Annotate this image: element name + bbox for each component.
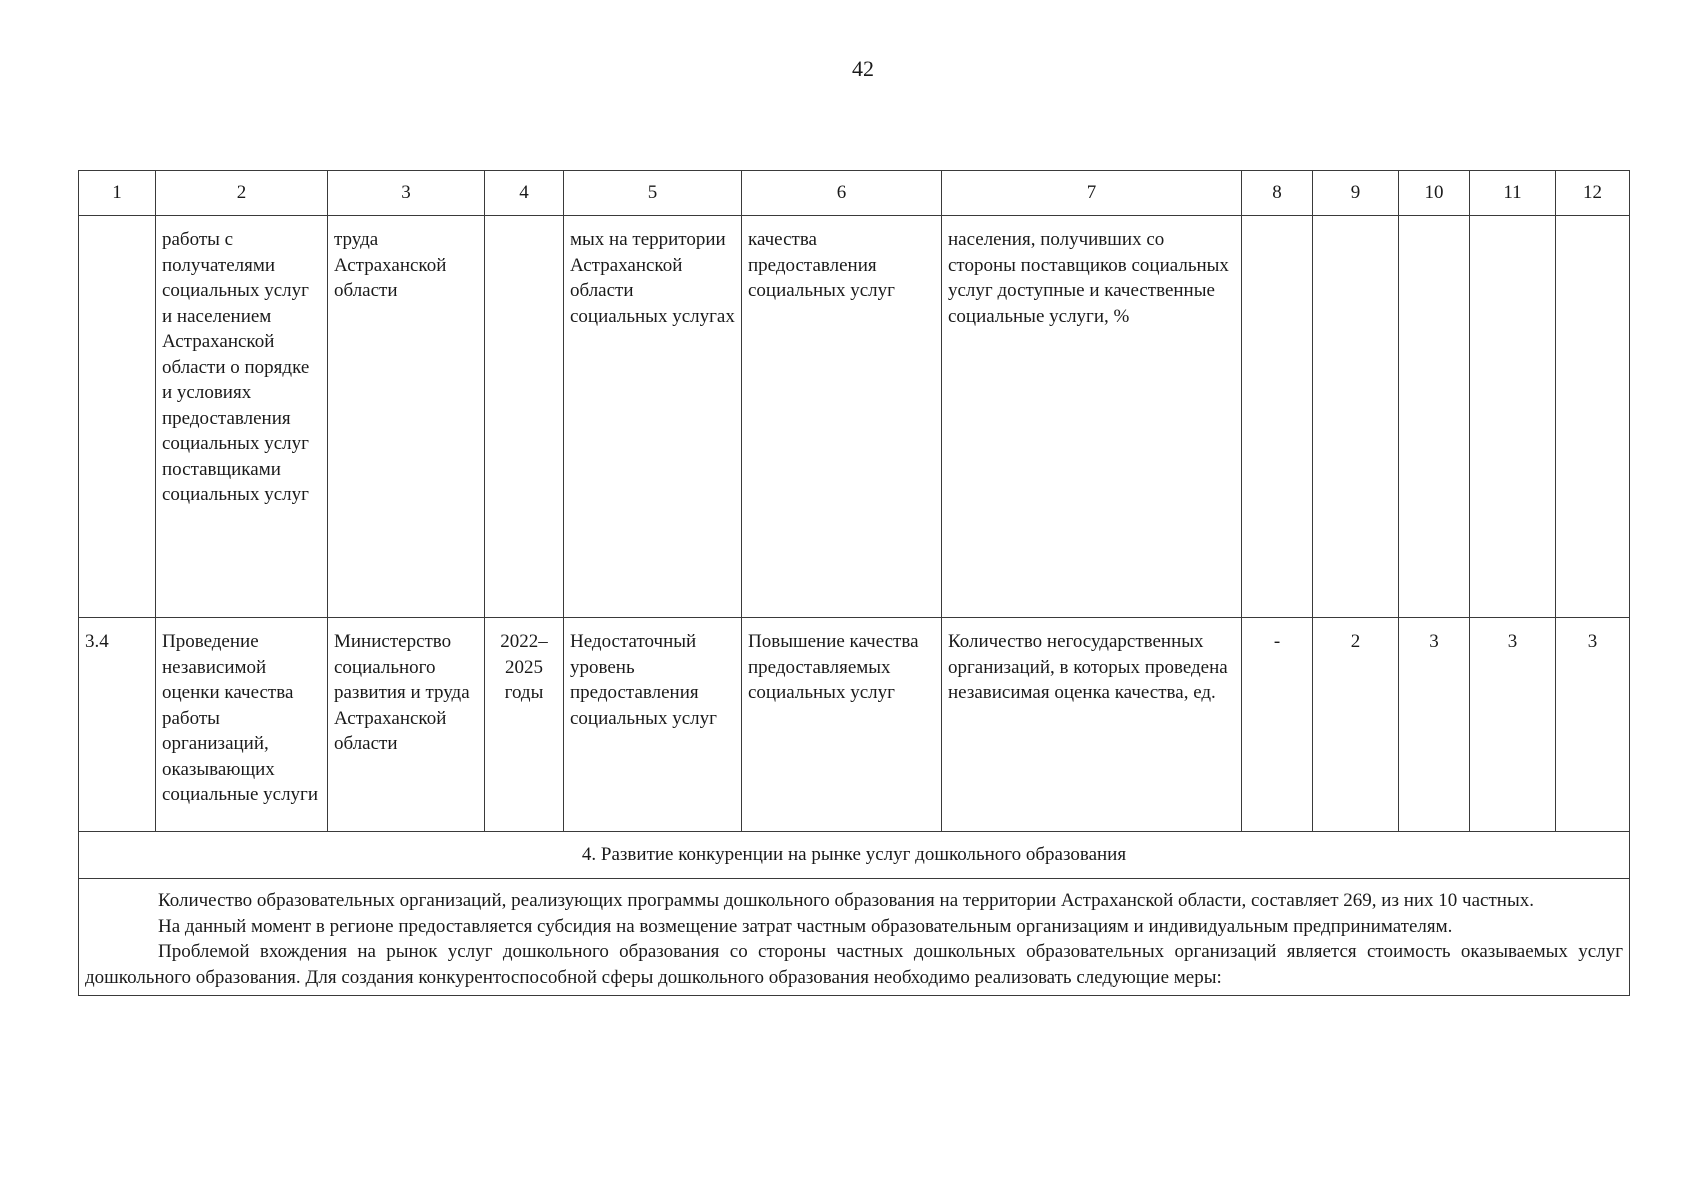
header-cell: 11 [1470,171,1556,216]
cell-indicator: населения, получивших со стороны поставщиков социальных услуг доступные и качественные социальные услуги, % [942,216,1242,618]
cell-problem: мых на территории Астраханской области социальных услугах [564,216,742,618]
table-header-row [79,171,1630,216]
cell-value [1399,216,1470,618]
cell-value: - [1242,618,1313,832]
cell-value [1242,216,1313,618]
cell-measure: Проведение независимой оценки качества работы организаций, оказывающих социальные услуги [156,618,328,832]
header-cell: 4 [485,171,564,216]
cell-indicator: Количество негосударственных организаций, в которых проведена независимая оценка качества, ед. [942,618,1242,832]
header-cell: 9 [1313,171,1399,216]
header-cell: 10 [1399,171,1470,216]
cell-result: Повышение качества предоставляемых социальных услуг [742,618,942,832]
table-row [79,618,1630,832]
header-cell: 2 [156,171,328,216]
header-cell: 12 [1556,171,1630,216]
cell-value [1470,216,1556,618]
cell-number [79,216,156,618]
section-title: 4. Развитие конкуренции на рынке услуг дошкольного образования [79,832,1630,879]
header-cell: 8 [1242,171,1313,216]
paragraph: На данный момент в регионе предоставляется субсидия на возмещение затрат частным образовательным организациям и индивидуальным предпринимателям. [158,915,1453,937]
section-heading-row [79,832,1630,879]
header-cell: 7 [942,171,1242,216]
cell-value: 2 [1313,618,1399,832]
cell-value [1556,216,1630,618]
header-cell: 5 [564,171,742,216]
header-cell: 1 [79,171,156,216]
cell-number: 3.4 [79,618,156,832]
header-cell: 6 [742,171,942,216]
paragraph: Количество образовательных организаций, реализующих программы дошкольного образования на территории Астраханской области, составляет 269, из них 10 частных. [158,890,1534,911]
header-cell: 3 [328,171,485,216]
section-text [79,879,1630,996]
table-row [79,216,1630,618]
cell-measure: работы с получателями социальных услуг и населением Астраханской области о порядке и условиях предоставления социальных услуг поставщиками социальных услуг [156,216,328,618]
page-number: 42 [852,56,874,81]
cell-problem: Недостаточный уровень предоставления социальных услуг [564,618,742,832]
cell-responsible: труда Астраханской области [328,216,485,618]
cell-value: 3 [1399,618,1470,832]
cell-value [1313,216,1399,618]
cell-period: 2022–2025 годы [485,618,564,832]
cell-value: 3 [1470,618,1556,832]
paragraph: Проблемой вхождения на рынок услуг дошкольного образования со стороны частных дошкольных образовательных организаций является стоимость оказываемых услуг дошкольного образования. Для создания конкурентоспособной сферы дошкольного образования необходимо реализовать следующие меры: [85,941,1623,988]
section-text-row [79,879,1630,996]
measures-table [78,170,1630,996]
cell-period [485,216,564,618]
cell-responsible: Министерство социального развития и труда Астраханской области [328,618,485,832]
cell-result: качества предоставления социальных услуг [742,216,942,618]
cell-value: 3 [1556,618,1630,832]
